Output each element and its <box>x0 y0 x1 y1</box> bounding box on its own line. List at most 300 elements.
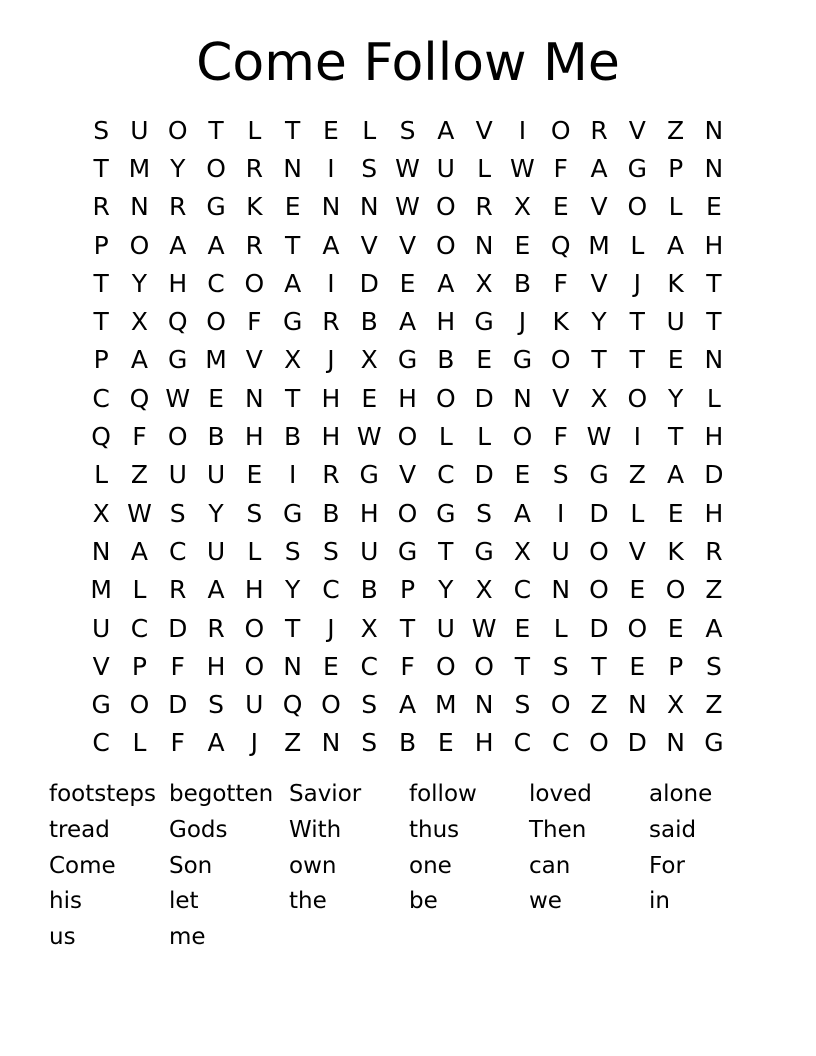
grid-letter: O <box>206 307 226 337</box>
grid-letter: O <box>435 230 456 260</box>
grid-letter: B <box>322 498 340 528</box>
grid-letter: E <box>667 498 684 528</box>
grid-letter: U <box>130 115 149 145</box>
grid-letter: C <box>513 728 532 758</box>
grid-letter: P <box>668 153 684 183</box>
grid-letter: Y <box>170 153 186 183</box>
grid-letter: V <box>590 192 608 222</box>
grid-letter: W <box>395 153 420 183</box>
grid-letter: B <box>513 268 531 298</box>
grid-letter: K <box>667 536 684 566</box>
word-list-item: we <box>529 888 562 915</box>
grid-letter: H <box>321 383 341 413</box>
grid-letter: H <box>398 383 417 413</box>
grid-letter: S <box>705 651 722 681</box>
word-list-item: footsteps <box>49 781 156 807</box>
grid-letter: B <box>398 728 417 758</box>
grid-letter: T <box>284 115 301 145</box>
word-list-item: Then <box>529 816 587 843</box>
grid-letter: G <box>282 498 303 528</box>
grid-letter: I <box>327 153 335 183</box>
grid-letter: E <box>667 345 684 375</box>
word-list-item: loved <box>529 781 592 807</box>
word-list-item: Son <box>169 852 213 879</box>
grid-letter: R <box>590 115 608 145</box>
word-list <box>49 777 769 956</box>
grid-letter: X <box>513 536 531 566</box>
grid-letter: L <box>477 153 492 183</box>
grid-letter: T <box>591 651 607 681</box>
grid-letter: M <box>205 345 227 375</box>
grid-letter: X <box>92 498 110 528</box>
grid-letter: X <box>475 575 493 605</box>
grid-letter: O <box>167 115 188 145</box>
grid-letter: T <box>93 268 109 298</box>
grid-letter: J <box>250 728 259 758</box>
grid-letter: N <box>244 383 264 413</box>
grid-letter: O <box>244 613 265 643</box>
grid-letter: L <box>247 115 262 145</box>
grid-letter: N <box>474 690 494 720</box>
word-list-item: With <box>289 816 342 843</box>
grid-letter: O <box>397 422 418 452</box>
grid-letter: T <box>208 115 224 145</box>
grid-letter: P <box>93 345 109 375</box>
grid-letter: U <box>436 613 455 643</box>
grid-letter: E <box>514 613 531 643</box>
grid-letter: R <box>207 613 225 643</box>
grid-letter: B <box>207 422 225 452</box>
grid-letter: S <box>476 498 493 528</box>
grid-letter: E <box>323 115 339 145</box>
grid-letter: L <box>630 498 645 528</box>
grid-letter: L <box>477 422 492 452</box>
grid-letter: I <box>288 460 297 490</box>
grid-letter: R <box>322 460 340 490</box>
grid-letter: C <box>92 728 110 758</box>
grid-letter: W <box>586 422 612 452</box>
grid-letter: G <box>627 153 647 183</box>
grid-letter: E <box>667 613 684 643</box>
grid-letter: P <box>93 230 109 260</box>
page-title: Come Follow Me <box>196 33 620 93</box>
word-list-item: me <box>169 924 206 950</box>
grid-letter: N <box>704 345 724 375</box>
grid-letter: M <box>435 690 457 720</box>
word-list-item: let <box>169 888 199 915</box>
grid-letter: A <box>169 230 187 260</box>
grid-letter: Q <box>91 422 111 452</box>
grid-letter: N <box>627 690 647 720</box>
grid-letter: G <box>397 345 418 375</box>
grid-letter: U <box>245 690 264 720</box>
grid-letter: E <box>514 230 531 260</box>
grid-letter: T <box>706 268 722 298</box>
grid-letter: T <box>399 613 416 643</box>
grid-letter: O <box>435 383 456 413</box>
grid-letter: S <box>552 651 569 681</box>
word-list-item: can <box>529 852 571 879</box>
grid-letter: S <box>284 536 301 566</box>
word-list-item: one <box>409 852 452 879</box>
grid-letter: C <box>322 575 340 605</box>
grid-letter: N <box>91 536 111 566</box>
grid-letter: A <box>130 345 148 375</box>
grid-letter: L <box>132 575 147 605</box>
grid-letter: R <box>322 307 340 337</box>
grid-letter: N <box>474 230 494 260</box>
grid-letter: Z <box>705 690 723 720</box>
grid-letter: A <box>322 230 340 260</box>
grid-letter: K <box>667 268 684 298</box>
grid-letter: N <box>704 115 724 145</box>
grid-letter: N <box>321 192 341 222</box>
grid-letter: C <box>130 613 149 643</box>
grid-letter: L <box>706 383 721 413</box>
grid-letter: Y <box>591 307 607 337</box>
grid-letter: D <box>589 498 609 528</box>
grid-letter: J <box>327 345 335 375</box>
grid-letter: T <box>629 307 645 337</box>
grid-letter: E <box>476 345 493 375</box>
grid-letter: O <box>627 613 648 643</box>
grid-letter: X <box>475 268 493 298</box>
grid-letter: W <box>165 383 191 413</box>
grid-letter: Q <box>550 230 571 260</box>
grid-letter: L <box>553 613 568 643</box>
grid-letter: B <box>437 345 455 375</box>
grid-letter: G <box>206 192 226 222</box>
grid-letter: V <box>552 383 570 413</box>
grid-letter: E <box>361 383 378 413</box>
grid-letter: A <box>667 460 685 490</box>
grid-letter: C <box>92 383 110 413</box>
grid-letter: S <box>361 728 378 758</box>
grid-letter: N <box>130 192 149 222</box>
grid-letter: G <box>512 345 533 375</box>
grid-letter: L <box>630 230 645 260</box>
grid-letter: M <box>128 153 151 183</box>
grid-letter: Y <box>131 268 148 298</box>
grid-letter: O <box>244 268 265 298</box>
grid-letter: O <box>321 690 341 720</box>
grid-letter: X <box>360 345 378 375</box>
grid-letter: P <box>399 575 416 605</box>
grid-letter: X <box>513 192 531 222</box>
grid-letter: D <box>627 728 647 758</box>
grid-letter: O <box>167 422 188 452</box>
grid-letter: D <box>168 613 188 643</box>
grid-letter: O <box>129 690 150 720</box>
grid-letter: G <box>474 536 494 566</box>
grid-letter: R <box>475 192 493 222</box>
word-list-item: the <box>289 888 327 915</box>
grid-letter: L <box>668 192 683 222</box>
grid-letter: F <box>170 651 185 681</box>
grid-letter: B <box>284 422 302 452</box>
grid-letter: Z <box>705 575 723 605</box>
grid-letter: R <box>245 230 264 260</box>
grid-letter: U <box>91 613 111 643</box>
grid-letter: S <box>208 690 224 720</box>
grid-letter: C <box>207 268 225 298</box>
grid-letter: M <box>90 575 112 605</box>
grid-letter: Z <box>130 460 149 490</box>
grid-letter: D <box>474 460 494 490</box>
grid-letter: G <box>359 460 379 490</box>
grid-letter: A <box>513 498 531 528</box>
grid-letter: H <box>704 422 724 452</box>
grid-letter: N <box>704 153 724 183</box>
grid-letter: A <box>437 115 455 145</box>
grid-letter: H <box>168 268 188 298</box>
word-list-item: thus <box>409 816 460 843</box>
grid-letter: Z <box>628 460 646 490</box>
grid-letter: C <box>360 651 378 681</box>
grid-letter: T <box>93 153 109 183</box>
grid-letter: N <box>321 728 341 758</box>
grid-letter: V <box>628 536 646 566</box>
grid-letter: O <box>589 575 609 605</box>
grid-letter: R <box>169 192 187 222</box>
word-list-item: his <box>49 888 82 915</box>
grid-letter: C <box>551 728 570 758</box>
grid-letter: F <box>553 153 568 183</box>
grid-letter: G <box>91 690 111 720</box>
grid-letter: O <box>206 153 226 183</box>
word-list-item: said <box>649 816 697 843</box>
grid-letter: Z <box>590 690 608 720</box>
grid-letter: E <box>437 728 454 758</box>
grid-letter: O <box>435 192 456 222</box>
grid-letter: E <box>246 460 263 490</box>
grid-letter: D <box>359 268 379 298</box>
grid-letter: K <box>552 307 569 337</box>
letter-grid <box>82 111 733 762</box>
grid-letter: S <box>322 536 339 566</box>
grid-letter: J <box>633 268 641 298</box>
grid-letter: E <box>284 192 301 222</box>
grid-letter: A <box>130 536 148 566</box>
grid-letter: O <box>550 690 571 720</box>
grid-letter: U <box>551 536 570 566</box>
grid-letter: H <box>206 651 226 681</box>
grid-letter: D <box>704 460 724 490</box>
grid-letter: A <box>398 690 417 720</box>
grid-letter: L <box>94 460 109 490</box>
grid-letter: J <box>327 613 335 643</box>
grid-letter: P <box>668 651 684 681</box>
grid-letter: I <box>327 268 335 298</box>
grid-letter: X <box>590 383 608 413</box>
word-list-item: alone <box>649 781 713 807</box>
grid-letter: K <box>246 192 263 222</box>
grid-letter: E <box>706 192 722 222</box>
word-list-item: begotten <box>169 781 274 807</box>
grid-letter: A <box>667 230 685 260</box>
grid-letter: O <box>550 345 571 375</box>
grid-letter: O <box>589 536 609 566</box>
grid-letter: A <box>590 153 608 183</box>
grid-letter: T <box>438 536 454 566</box>
grid-letter: U <box>436 153 455 183</box>
grid-letter: N <box>551 575 571 605</box>
word-list-item: Savior <box>289 781 362 807</box>
word-list-item: be <box>409 888 438 915</box>
grid-letter: U <box>206 460 226 490</box>
grid-letter: S <box>552 460 569 490</box>
grid-letter: S <box>399 115 416 145</box>
grid-letter: F <box>132 422 147 452</box>
grid-letter: E <box>323 651 339 681</box>
grid-letter: Y <box>208 498 224 528</box>
grid-letter: N <box>513 383 532 413</box>
word-list-item: Gods <box>169 816 228 843</box>
grid-letter: N <box>359 192 379 222</box>
grid-letter: U <box>360 536 379 566</box>
grid-letter: V <box>398 230 417 260</box>
grid-letter: N <box>283 651 302 681</box>
grid-letter: A <box>207 728 225 758</box>
grid-letter: E <box>399 268 416 298</box>
grid-letter: N <box>283 153 302 183</box>
grid-letter: W <box>356 422 382 452</box>
grid-letter: D <box>474 383 494 413</box>
grid-letter: T <box>284 613 301 643</box>
grid-letter: U <box>666 307 685 337</box>
grid-letter: T <box>284 383 301 413</box>
grid-letter: M <box>588 230 610 260</box>
grid-letter: A <box>398 307 417 337</box>
grid-letter: X <box>667 690 685 720</box>
grid-letter: O <box>474 651 494 681</box>
grid-letter: Y <box>438 575 454 605</box>
grid-letter: I <box>633 422 641 452</box>
word-list-item: follow <box>409 781 477 807</box>
grid-letter: G <box>474 307 494 337</box>
grid-letter: S <box>246 498 263 528</box>
grid-letter: W <box>510 153 535 183</box>
grid-letter: S <box>169 498 186 528</box>
grid-letter: C <box>437 460 455 490</box>
grid-letter: T <box>591 345 607 375</box>
grid-letter: S <box>361 153 378 183</box>
grid-letter: O <box>627 192 648 222</box>
grid-letter: O <box>627 383 648 413</box>
grid-letter: F <box>553 422 568 452</box>
grid-letter: Y <box>284 575 301 605</box>
grid-letter: X <box>284 345 302 375</box>
grid-letter: S <box>514 690 531 720</box>
grid-letter: A <box>705 613 723 643</box>
grid-letter: O <box>397 498 418 528</box>
grid-letter: O <box>244 651 265 681</box>
grid-letter: D <box>589 613 609 643</box>
grid-letter: F <box>553 268 568 298</box>
word-list-item: Come <box>49 852 116 879</box>
grid-letter: V <box>475 115 493 145</box>
grid-letter: W <box>471 613 497 643</box>
word-list-item: us <box>49 924 76 950</box>
grid-letter: G <box>589 460 609 490</box>
grid-letter: J <box>518 307 527 337</box>
grid-letter: Q <box>129 383 150 413</box>
grid-letter: T <box>514 651 531 681</box>
grid-letter: H <box>704 498 724 528</box>
grid-letter: O <box>512 422 533 452</box>
grid-letter: I <box>557 498 565 528</box>
grid-letter: P <box>131 651 147 681</box>
grid-letter: L <box>132 728 147 758</box>
grid-letter: C <box>169 536 187 566</box>
grid-letter: E <box>514 460 531 490</box>
grid-letter: Y <box>667 383 684 413</box>
grid-letter: E <box>629 575 646 605</box>
grid-letter: H <box>436 307 456 337</box>
grid-letter: A <box>207 230 225 260</box>
grid-letter: L <box>438 422 453 452</box>
grid-letter: R <box>169 575 187 605</box>
grid-letter: A <box>437 268 455 298</box>
grid-letter: H <box>704 230 724 260</box>
grid-letter: T <box>284 230 301 260</box>
grid-letter: Q <box>282 690 303 720</box>
grid-letter: T <box>667 422 684 452</box>
grid-letter: V <box>245 345 263 375</box>
grid-letter: E <box>629 651 646 681</box>
grid-letter: H <box>474 728 494 758</box>
grid-letter: T <box>629 345 645 375</box>
grid-letter: I <box>518 115 527 145</box>
grid-letter: R <box>705 536 723 566</box>
word-list-item: own <box>289 852 337 879</box>
grid-letter: Z <box>667 115 685 145</box>
grid-letter: H <box>244 575 264 605</box>
grid-letter: N <box>666 728 685 758</box>
grid-letter: S <box>361 690 378 720</box>
grid-letter: U <box>168 460 187 490</box>
grid-letter: G <box>704 728 724 758</box>
grid-letter: R <box>92 192 110 222</box>
grid-letter: F <box>170 728 185 758</box>
word-list-item: tread <box>49 816 110 843</box>
grid-letter: V <box>92 651 110 681</box>
word-list-item: For <box>649 852 685 879</box>
grid-letter: E <box>208 383 224 413</box>
grid-letter: A <box>207 575 225 605</box>
grid-letter: F <box>400 651 415 681</box>
grid-letter: G <box>168 345 188 375</box>
grid-letter: Q <box>167 307 188 337</box>
grid-letter: Z <box>284 728 302 758</box>
word-list-item: in <box>649 888 670 915</box>
grid-letter: H <box>359 498 379 528</box>
grid-letter: H <box>321 422 341 452</box>
grid-letter: T <box>706 307 722 337</box>
grid-letter: O <box>550 115 571 145</box>
grid-letter: V <box>590 268 608 298</box>
grid-letter: L <box>362 115 377 145</box>
grid-letter: A <box>284 268 302 298</box>
grid-letter: R <box>245 153 264 183</box>
grid-letter: V <box>628 115 646 145</box>
grid-letter: X <box>130 307 149 337</box>
grid-letter: V <box>398 460 417 490</box>
grid-letter: O <box>665 575 686 605</box>
grid-letter: O <box>435 651 456 681</box>
grid-letter: S <box>93 115 110 145</box>
grid-letter: W <box>395 192 420 222</box>
